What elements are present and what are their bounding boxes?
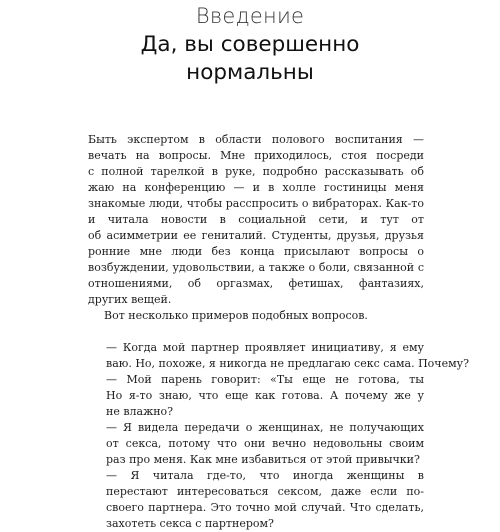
text-line: отношениями, об оргазмах, фетишах, фантазиях, — [88, 277, 424, 290]
text-line: знакомые люди, чтобы расспросить о вибраторах. Как-то — [88, 197, 424, 210]
body-text — [88, 132, 470, 532]
text-line: и читала новости в социальной сети, и тут от — [88, 213, 424, 226]
spacer — [88, 324, 424, 340]
chapter-title-line-1: Да, вы совершенно — [140, 32, 360, 57]
text-line: Быть экспертом в области полового воспитания — — [88, 133, 424, 146]
question-first-line: — Когда мой партнер проявляет инициативу, я ему — [106, 341, 424, 354]
text-line: жаю на конференцию — и в холле гостиницы меня — [88, 181, 424, 194]
question-first-line: — Я видела передачи о женщинах, не получающих — [106, 421, 424, 434]
text-line: возбуждении, удовольствии, а также о боли, связанной с — [88, 261, 424, 274]
question-line: от секса, потому что они вечно недовольны своим — [106, 437, 424, 450]
question-line: захотеть секса с партнером? — [106, 517, 274, 530]
text-line: других вещей. — [88, 293, 172, 306]
question-item — [88, 372, 424, 420]
question-line: Но я-то знаю, что еще как готова. А почему же у — [106, 389, 424, 402]
text-line: с полной тарелкой в руке, подробно рассказывать об — [88, 165, 424, 178]
question-line: своего партнера. Это точно мой случай. Что сделать, — [106, 501, 424, 514]
question-line: раз про меня. Как мне избавиться от этой привычки? — [106, 453, 420, 466]
question-list — [88, 340, 470, 532]
lead-sentence: Вот несколько примеров подобных вопросов. — [104, 309, 368, 322]
question-line: не влажно? — [106, 405, 174, 418]
text-line: вечать на вопросы. Мне приходилось, стоя посреди — [88, 149, 424, 162]
text-line: ронние мне люди без конца присылают вопросы о — [88, 245, 424, 258]
question-line: ваю. Но, похоже, я никогда не предлагаю секс сама. Почему? — [106, 357, 470, 370]
chapter-title-line-2: нормальны — [186, 60, 314, 85]
intro-paragraph — [88, 132, 424, 308]
question-item — [88, 340, 470, 372]
question-item — [88, 468, 424, 532]
chapter-title — [0, 31, 500, 87]
question-line: перестают интересоваться сексом, даже если по- — [106, 485, 424, 498]
question-item — [88, 420, 424, 468]
question-first-line: — Мой парень говорит: «Ты еще не готова, ты — [106, 373, 424, 386]
chapter-label: Введение — [195, 4, 305, 28]
text-line: об асимметрии ее гениталий. Студенты, друзья, друзья — [88, 229, 424, 242]
question-first-line: — Я читала где-то, что иногда женщины в — [106, 469, 424, 482]
